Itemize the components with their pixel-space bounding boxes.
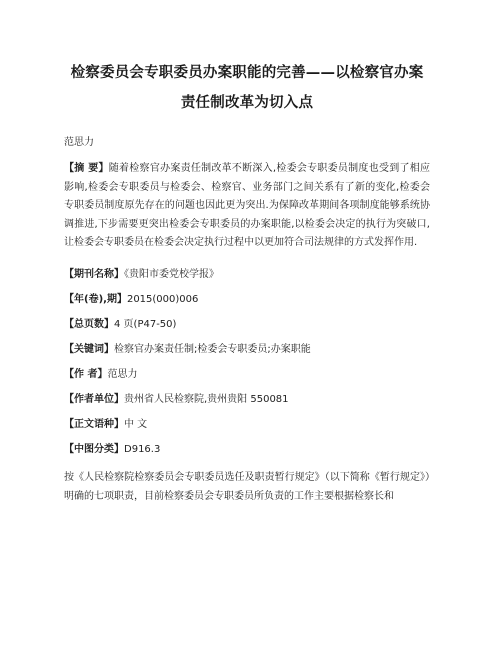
meta-label: 【年(卷),期】 [64, 293, 127, 305]
meta-value: 《贵阳市委党校学报》 [124, 268, 219, 280]
meta-value: D916.3 [124, 443, 161, 455]
meta-label: 【关键词】 [64, 343, 114, 355]
meta-value: 4 页(P47-50) [114, 318, 177, 330]
meta-journal [64, 268, 430, 282]
meta-author [64, 368, 430, 382]
meta-label: 【总页数】 [64, 318, 114, 330]
meta-label: 【作 者】 [64, 368, 108, 380]
meta-page-count [64, 318, 430, 332]
abstract-paragraph [64, 160, 430, 253]
meta-label: 【作者单位】 [64, 393, 124, 405]
meta-keywords [64, 343, 430, 357]
meta-value: 2015(000)006 [126, 293, 199, 305]
body-paragraph: 按《人民检察院检察委员会专职委员选任及职责暂行规定》（以下简称《暂行规定》）明确的七项职责，目前检察委员会专职委员所负责的工作主要根据检察长和 [64, 471, 430, 502]
meta-author-affiliation [64, 393, 430, 407]
article-title: 检察委员会专职委员办案职能的完善——以检察官办案责任制改革为切入点 [70, 65, 424, 111]
abstract-text: 随着检察官办案责任制改革不断深入,检委会专职委员制度也受到了相应影响,检委会专职委员与检委会、检察官、业务部门之间关系有了新的变化,检委会专职委员制度原先存在的问题也因此更为突出.为保障改革期间各项制度能够系统协调推进,下步需要更突出检委会专职委员的办案职能,以检委会决定的执行为突破口,让检委会专职委员在检委会决定执行过程中以更加符合司法规律的方式发挥作用. [64, 163, 430, 248]
meta-value: 贵州省人民检察院,贵州贵阳 550081 [124, 393, 289, 405]
meta-label: 【中图分类】 [64, 443, 124, 455]
article-author: 范思力 [64, 137, 94, 148]
meta-value: 检察官办案责任制;检委会专职委员;办案职能 [114, 343, 311, 355]
abstract-label: 【摘 要】 [64, 163, 109, 174]
meta-language [64, 418, 430, 432]
meta-classification [64, 443, 430, 457]
meta-value: 范思力 [107, 368, 138, 380]
meta-label: 【正文语种】 [64, 418, 124, 430]
meta-label: 【期刊名称】 [64, 268, 124, 280]
meta-volume-issue [64, 293, 430, 307]
meta-value: 中 文 [124, 418, 148, 430]
